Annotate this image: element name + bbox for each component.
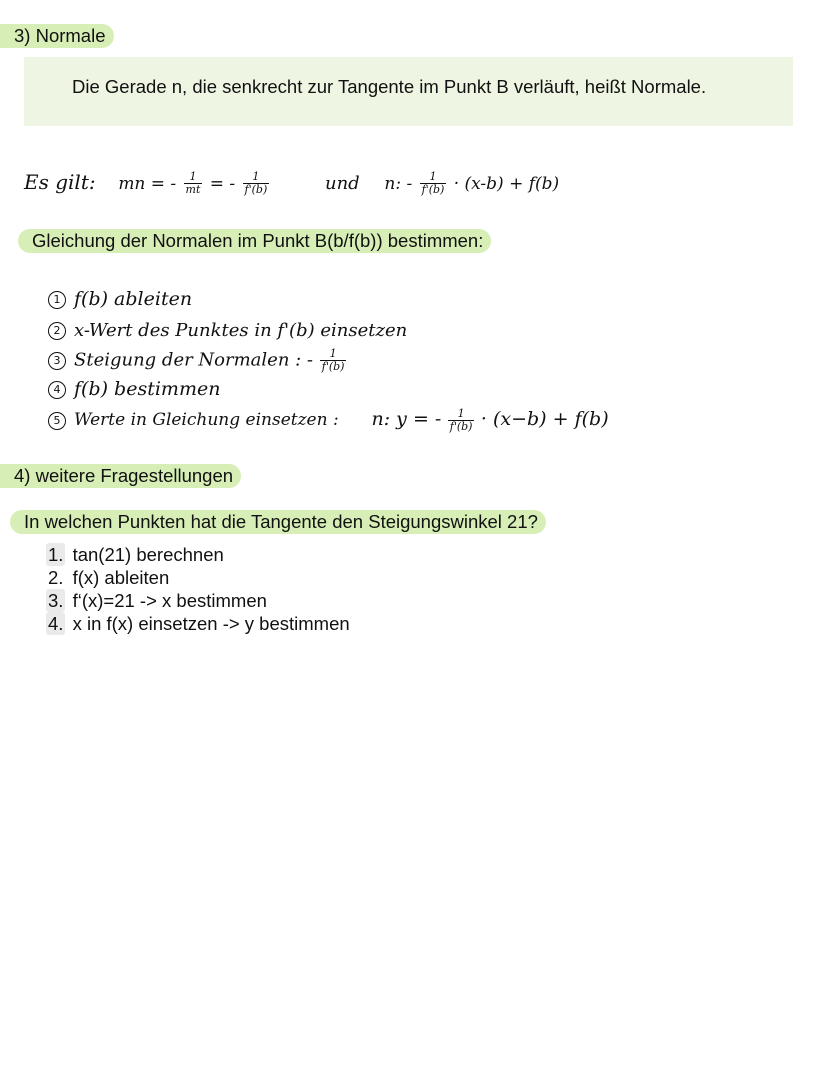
step-text: Steigung der Normalen : - — [74, 349, 314, 371]
fraction-denominator: f'(b) — [321, 360, 345, 373]
es-gilt-label: Es gilt: — [24, 170, 96, 194]
fraction-1-over-fprime — [243, 171, 270, 196]
normal-slope-formula — [24, 170, 559, 196]
fraction-denominator: f'(b) — [421, 183, 445, 196]
list-item — [46, 543, 350, 566]
step-text: f(b) ableiten — [74, 288, 193, 310]
step-number-badge: 1 — [48, 291, 66, 309]
list-item-text: x in f(x) einsetzen -> y bestimmen — [72, 613, 350, 634]
step-number-badge: 4 — [48, 381, 66, 399]
normal-equation-suffix: · (x−b) + f(b) — [480, 408, 609, 430]
section-4-heading: 4) weitere Fragestellungen — [0, 464, 241, 488]
list-item — [46, 612, 350, 635]
list-item-number: 4. — [48, 613, 64, 634]
normal-equation-prefix: n: y = - — [371, 408, 442, 430]
fraction-1-over-fprime-step3 — [320, 348, 347, 373]
list-item-text: f(x) ableiten — [72, 567, 170, 588]
step-4 — [48, 378, 220, 400]
fraction-numerator: 1 — [448, 408, 475, 421]
question-heading: In welchen Punkten hat die Tangente den Steigungswinkel 21? — [10, 510, 546, 534]
fraction-1-over-fprime-n — [420, 171, 447, 196]
step-number-badge: 2 — [48, 322, 66, 340]
step-text: Werte in Gleichung einsetzen : — [74, 410, 339, 430]
n-prefix: n: - — [384, 174, 413, 194]
fraction-denominator: f'(b) — [449, 420, 473, 433]
list-item — [46, 589, 350, 612]
steps-heading: Gleichung der Normalen im Punkt B(b/f(b)) bestimmen: — [18, 229, 491, 253]
list-item-text: tan(21) berechnen — [72, 544, 224, 565]
list-item — [46, 566, 350, 589]
step-2 — [48, 320, 407, 341]
fraction-numerator: 1 — [243, 171, 270, 184]
list-item-number: 1. — [48, 544, 64, 565]
fraction-denominator: mt — [185, 183, 201, 196]
question-steps-list — [46, 543, 350, 635]
list-item-text: f‘(x)=21 -> x bestimmen — [72, 590, 267, 611]
fraction-denominator: f'(b) — [244, 183, 268, 196]
definition-text: Die Gerade n, die senkrecht zur Tangente im Punkt B verläuft, heißt Normale. — [72, 76, 707, 97]
n-suffix: · (x-b) + f(b) — [453, 174, 560, 194]
und-label: und — [324, 173, 360, 194]
fraction-numerator: 1 — [320, 348, 347, 361]
step-number-badge: 5 — [48, 412, 66, 430]
section-3-heading: 3) Normale — [0, 24, 114, 48]
step-5 — [48, 408, 609, 433]
step-3 — [48, 348, 347, 373]
step-text: x-Wert des Punktes in f'(b) einsetzen — [74, 320, 408, 341]
fraction-1-over-fprime-step5 — [448, 408, 475, 433]
step-number-badge: 3 — [48, 352, 66, 370]
mn-label: mn = - — [118, 174, 177, 194]
list-item-number: 3. — [48, 590, 64, 611]
step-1 — [48, 288, 192, 310]
fraction-numerator: 1 — [420, 171, 447, 184]
step-text: f(b) bestimmen — [74, 378, 221, 400]
list-item-number: 2. — [48, 567, 64, 588]
fraction-numerator: 1 — [184, 171, 203, 184]
fraction-1-over-mt — [184, 171, 203, 196]
equals-minus: = - — [209, 174, 236, 194]
